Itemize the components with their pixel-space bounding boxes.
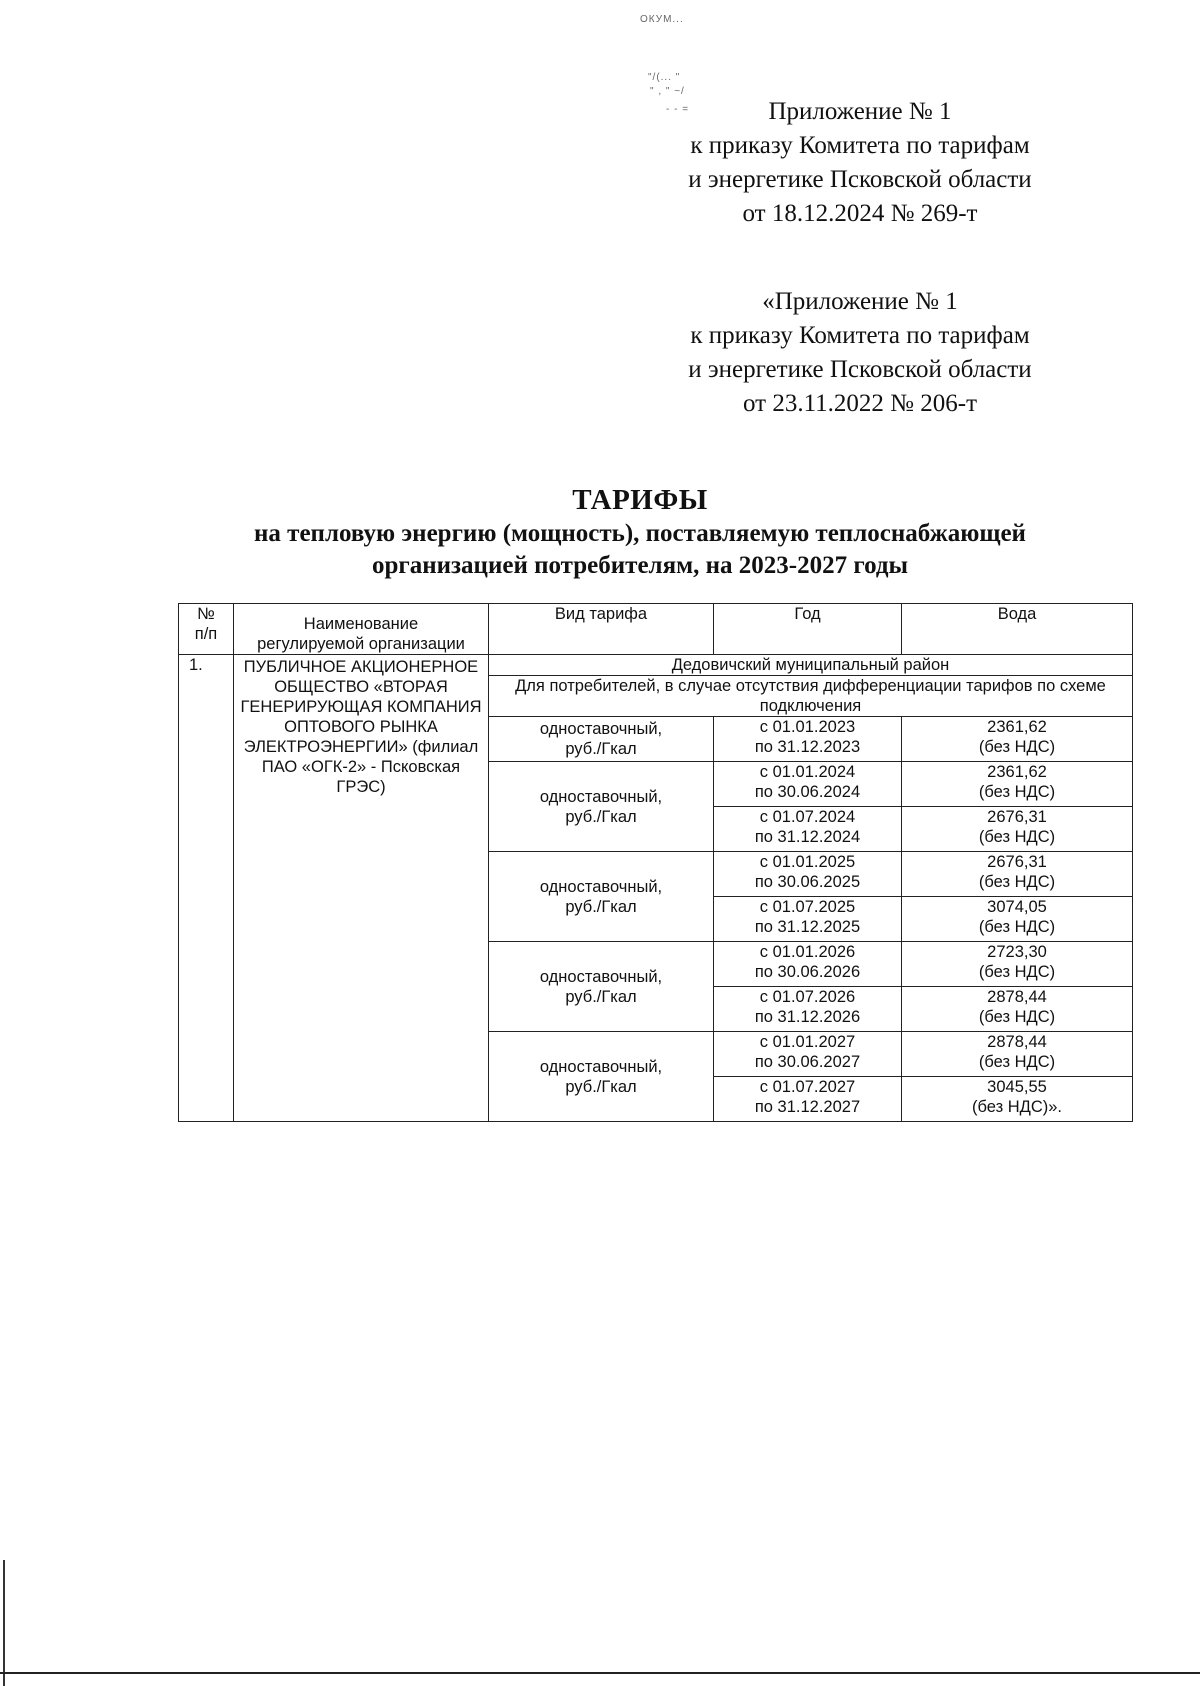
period-cell: с 01.01.2024 по 30.06.2024 [714, 762, 902, 807]
subtitle-line: на тепловую энергию (мощность), поставляемую теплоснабжающей [254, 520, 1026, 547]
appendix-line: к приказу Комитета по тарифам [690, 132, 1030, 159]
appendix-line: от 23.11.2022 № 206-т [742, 390, 978, 417]
header-kind: Вид тарифа [489, 604, 714, 655]
water-value: 2878,44 (без НДС) [902, 1032, 1133, 1077]
tariff-kind: одноставочный, руб./Гкал [489, 717, 714, 762]
appendix-line: к приказу Комитета по тарифам [690, 322, 1030, 349]
stamp-line: - - = [666, 104, 690, 115]
appendix-line: и энергетике Псковской области [688, 166, 1032, 193]
appendix-line: «Приложение № 1 [762, 288, 958, 315]
water-value: 2878,44 (без НДС) [902, 987, 1133, 1032]
water-value: 2723,30 (без НДС) [902, 942, 1133, 987]
scan-edge-line [3, 1560, 5, 1686]
period-cell: с 01.07.2027 по 31.12.2027 [714, 1077, 902, 1122]
organization-name: ПУБЛИЧНОЕ АКЦИОНЕРНОЕ ОБЩЕСТВО «ВТОРАЯ ГЕНЕРИРУЮЩАЯ КОМПАНИЯ ОПТОВОГО РЫНКА ЭЛЕКТРОЭНЕРГИИ» (филиал ПАО «ОГК-2» - Псковская ГРЭС) [234, 655, 489, 1122]
header-org: Наименование регулируемой организации [234, 604, 489, 655]
water-value: 2361,62 (без НДС) [902, 717, 1133, 762]
table-row [179, 655, 1133, 676]
period-cell: с 01.07.2026 по 31.12.2026 [714, 987, 902, 1032]
tariff-kind: одноставочный, руб./Гкал [489, 852, 714, 942]
water-value: 2361,62 (без НДС) [902, 762, 1133, 807]
period-cell: с 01.07.2024 по 31.12.2024 [714, 807, 902, 852]
tariff-kind: одноставочный, руб./Гкал [489, 942, 714, 1032]
header-year: Год [714, 604, 902, 655]
appendix-header-original [640, 285, 1080, 421]
water-value: 3045,55 (без НДС)». [902, 1077, 1133, 1122]
tariffs-table [178, 603, 1133, 1122]
water-value: 2676,31 (без НДС) [902, 852, 1133, 897]
scan-edge-line [0, 1672, 1200, 1674]
registration-stamp [640, 14, 730, 115]
period-cell: с 01.01.2023 по 31.12.2023 [714, 717, 902, 762]
stamp-line: " , " ~/ [650, 86, 685, 97]
tariff-kind: одноставочный, руб./Гкал [489, 762, 714, 852]
row-number: 1. [179, 655, 234, 1122]
consumer-category: Для потребителей, в случае отсутствия дифференциации тарифов по схеме подключения [489, 676, 1133, 717]
district-name: Дедовичский муниципальный район [489, 655, 1133, 676]
period-cell: с 01.01.2027 по 30.06.2027 [714, 1032, 902, 1077]
appendix-line: Приложение № 1 [768, 98, 952, 125]
header-num: № п/п [179, 604, 234, 655]
document-title: ТАРИФЫ [572, 484, 708, 516]
tariff-kind: одноставочный, руб./Гкал [489, 1032, 714, 1122]
appendix-line: от 18.12.2024 № 269-т [742, 200, 978, 227]
stamp-line: ОКУМ... [640, 14, 684, 25]
appendix-line: и энергетике Псковской области [688, 356, 1032, 383]
document-subtitle [150, 518, 1130, 582]
header-water: Вода [902, 604, 1133, 655]
stamp-line: "/(... " [648, 72, 681, 83]
subtitle-line: организацией потребителям, на 2023-2027 годы [371, 552, 909, 579]
water-value: 3074,05 (без НДС) [902, 897, 1133, 942]
table-header-row [179, 604, 1133, 655]
period-cell: с 01.07.2025 по 31.12.2025 [714, 897, 902, 942]
period-cell: с 01.01.2026 по 30.06.2026 [714, 942, 902, 987]
water-value: 2676,31 (без НДС) [902, 807, 1133, 852]
period-cell: с 01.01.2025 по 30.06.2025 [714, 852, 902, 897]
appendix-header-current [640, 95, 1080, 231]
